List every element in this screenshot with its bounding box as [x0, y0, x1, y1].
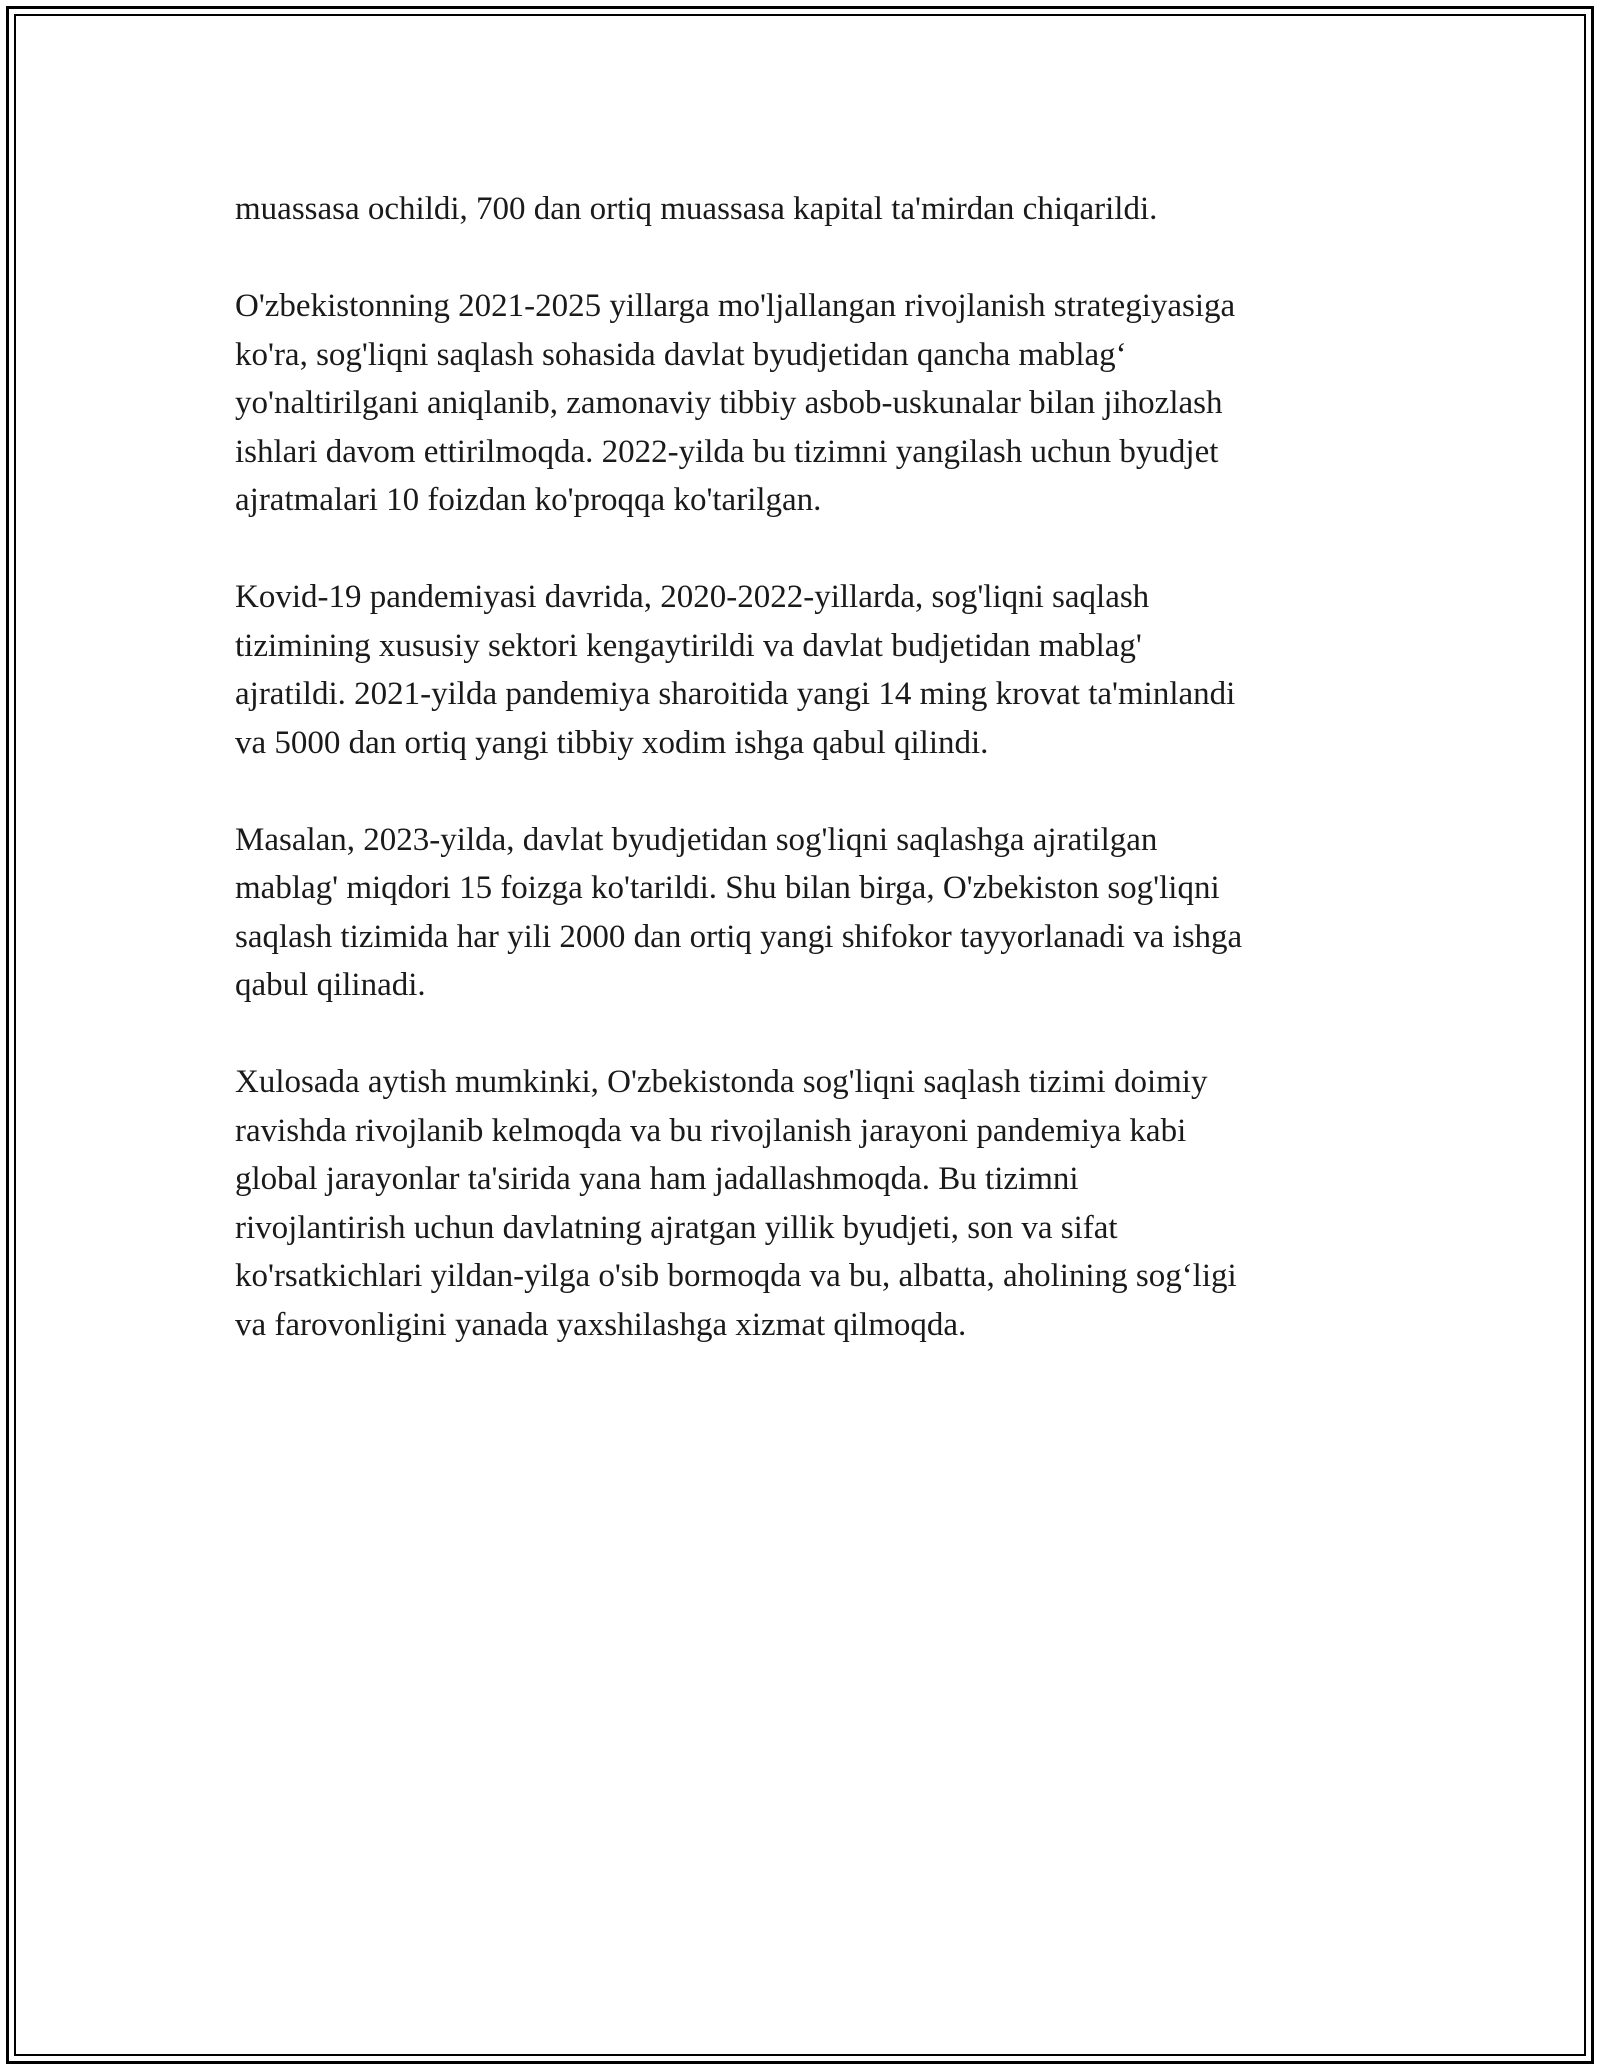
text-line: global jarayonlar ta'sirida yana ham jadallashmoqda. Bu tizimni: [235, 1161, 1079, 1197]
text-line: ko'rsatkichlari yildan-yilga o'sib bormoqda va bu, albatta, aholining sog‘ligi: [235, 1258, 1237, 1294]
text-line: O'zbekistonning 2021-2025 yillarga mo'ljallangan rivojlanish strategiyasiga: [235, 288, 1236, 324]
text-line: qabul qilinadi.: [235, 967, 426, 1003]
text-line: tizimining xususiy sektori kengaytirildi va davlat budjetidan mablag': [235, 627, 1142, 664]
paragraph-1: [235, 185, 1365, 234]
text-line: ajratmalari 10 foizdan ko'proqqa ko'tarilgan.: [235, 482, 822, 518]
paragraph-3: [235, 573, 1365, 767]
paragraph-2: [235, 282, 1365, 525]
document-body: [235, 185, 1365, 1398]
text-line: muassasa ochildi, 700 dan ortiq muassasa kapital ta'mirdan chiqarildi.: [235, 191, 1158, 227]
text-line: ko'ra, sog'liqni saqlash sohasida davlat byudjetidan qancha mablag‘: [235, 336, 1127, 373]
text-line: Masalan, 2023-yilda, davlat byudjetidan sog'liqni saqlashga ajratilgan: [235, 821, 1158, 858]
text-line: ishlari davom ettirilmoqda. 2022-yilda bu tizimni yangilash uchun byudjet: [235, 433, 1219, 470]
text-line: yo'naltirilgani aniqlanib, zamonaviy tibbiy asbob-uskunalar bilan jihozlash: [235, 385, 1223, 421]
paragraph-4: [235, 816, 1365, 1010]
text-line: saqlash tizimida har yili 2000 dan ortiq yangi shifokor tayyorlanadi va ishga: [235, 918, 1243, 955]
text-line: rivojlantirish uchun davlatning ajratgan yillik byudjeti, son va sifat: [235, 1209, 1118, 1246]
text-line: Xulosada aytish mumkinki, O'zbekistonda sog'liqni saqlash tizimi doimiy: [235, 1064, 1208, 1100]
text-line: va farovonligini yanada yaxshilashga xizmat qilmoqda.: [235, 1306, 967, 1343]
text-line: ajratildi. 2021-yilda pandemiya sharoitida yangi 14 ming krovat ta'minlandi: [235, 676, 1236, 712]
paragraph-5: [235, 1058, 1365, 1349]
text-line: ravishda rivojlanib kelmoqda va bu rivojlanish jarayoni pandemiya kabi: [235, 1112, 1187, 1149]
text-line: Kovid-19 pandemiyasi davrida, 2020-2022-yillarda, sog'liqni saqlash: [235, 579, 1150, 615]
text-line: mablag' miqdori 15 foizga ko'tarildi. Shu bilan birga, O'zbekiston sog'liqni: [235, 870, 1220, 906]
text-line: va 5000 dan ortiq yangi tibbiy xodim ishga qabul qilindi.: [235, 724, 989, 761]
